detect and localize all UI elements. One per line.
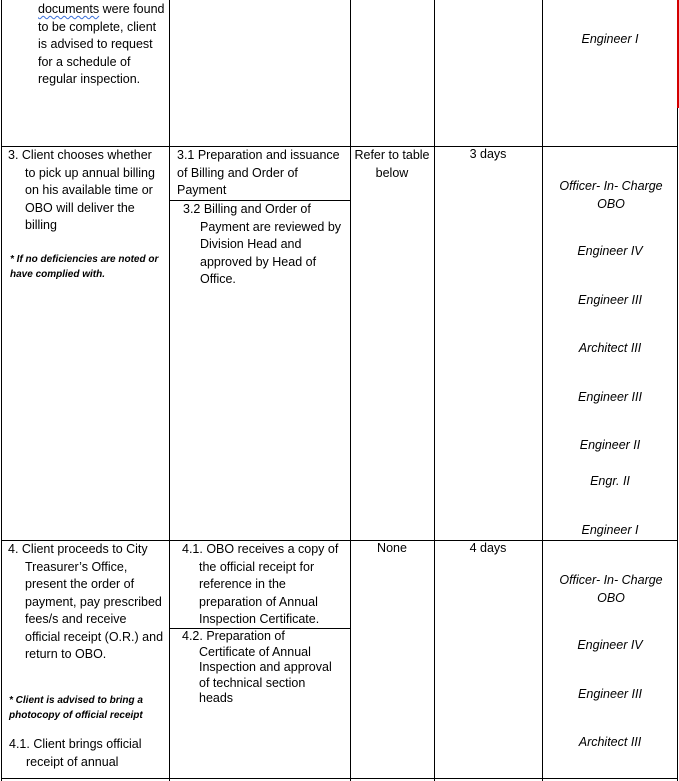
action-4-1: 4.1. OBO receives a copy of the official receipt for reference in the preparation of Annual Inspection Certificate.	[182, 542, 339, 626]
staff-engineer-iv: Engineer IV	[577, 638, 643, 652]
fees-step-4: None	[377, 541, 407, 555]
staff-architect-iii: Architect III	[578, 341, 642, 355]
staff-officer-in-charge: Officer- In- Charge OBO	[559, 179, 663, 211]
client-step-4: 4. Client proceeds to City Treasurer’s Office, present the order of payment, pay prescribed fees/s and receive official receipt (O.R.) and return to OBO.	[8, 542, 164, 661]
time-step-3: 3 days	[469, 147, 507, 161]
table-border-left	[1, 0, 2, 781]
staff-engineer-i: Engineer I	[581, 32, 639, 46]
staff-engineer-iv: Engineer IV	[577, 244, 643, 258]
step-3-note: * If no deficiencies are noted or have complied with.	[10, 254, 159, 280]
action-3-2: 3.2 Billing and Order of Payment are reviewed by Division Head and approved by Head of Office.	[183, 202, 342, 286]
action-3-1: 3.1 Preparation and issuance of Billing and Order of Payment	[177, 148, 340, 197]
staff-officer-in-charge: Officer- In- Charge OBO	[559, 573, 663, 605]
client-step-3: 3. Client chooses whether to pick up annual billing on his available time or OBO will deliver the billing	[8, 148, 155, 232]
row-divider	[1, 778, 678, 779]
client-step-4-1: 4.1. Client brings official receipt of annual	[9, 737, 142, 769]
staff-engineer-iii: Engineer III	[578, 390, 642, 404]
action-4-2: 4.2. Preparation of Certificate of Annual Inspection and approval of technical section heads	[182, 629, 332, 705]
table-column-divider	[434, 0, 435, 781]
table-border-right	[677, 0, 678, 781]
client-steps-cell: documents were found to be complete, client is advised to request for a schedule of regular inspection.	[38, 2, 165, 86]
spellcheck-word: documents	[38, 2, 100, 16]
staff-architect-iii: Architect III	[578, 735, 642, 749]
staff-engineer-i: Engineer I	[581, 523, 639, 537]
staff-engr-ii: Engr. II	[590, 474, 630, 488]
staff-engineer-iii: Engineer III	[578, 687, 642, 701]
staff-engineer-ii: Engineer II	[579, 438, 641, 452]
table-column-divider	[350, 0, 351, 781]
time-step-4: 4 days	[469, 541, 507, 555]
table-column-divider	[169, 0, 170, 781]
fees-step-3: Refer to table below	[354, 148, 430, 180]
step-4-note: * Client is advised to bring a photocopy of official receipt	[9, 695, 143, 721]
staff-engineer-iii: Engineer III	[578, 293, 642, 307]
